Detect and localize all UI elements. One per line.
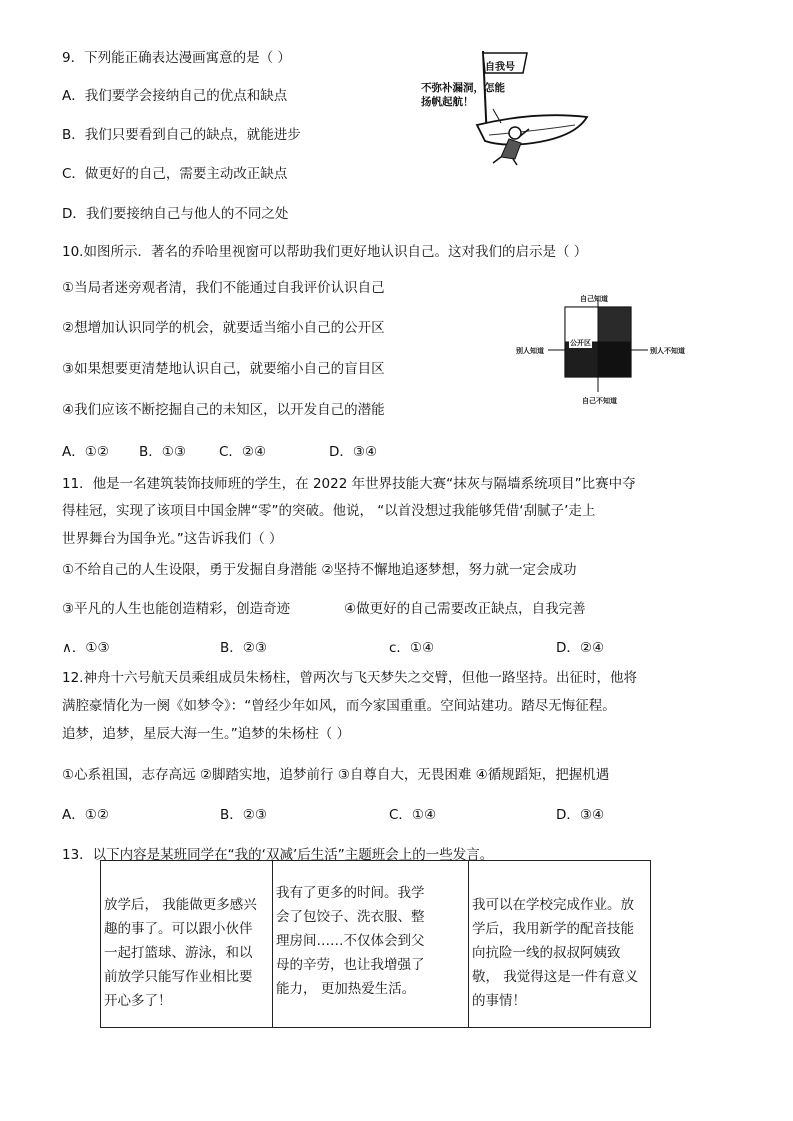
q10-option-a: A．①② xyxy=(62,444,109,460)
q9-option-b: B．我们只要看到自己的缺点，就能进步 xyxy=(62,127,301,143)
table-row xyxy=(101,861,651,1028)
comic-speech-line1: 不弥补漏洞，怎能 xyxy=(421,82,505,94)
johari-window-diagram xyxy=(508,292,708,410)
q11-item-4: ④做更好的自己需要改正缺点，自我完善 xyxy=(344,601,586,617)
q9-option-d: D．我们要接纳自己与他人的不同之处 xyxy=(62,206,289,222)
q11-line-1: 11．他是一名建筑装饰技师班的学生，在 2022 年世界技能大赛“抹灰与隔墙系统项目”比赛中夺 xyxy=(62,476,636,492)
johari-label-others-unknown: 别人不知道 xyxy=(650,347,685,355)
johari-label-open-area: 公开区 xyxy=(570,339,591,347)
q11-option-d: D．②④ xyxy=(556,640,605,656)
q11-line-2: 得桂冠，实现了该项目中国金牌“零”的突破。他说， “以首没想过我能够凭借‘刮腻子’走上 xyxy=(62,503,596,519)
q10-item-3: ③如果想要更清楚地认识自己，就要缩小自己的盲目区 xyxy=(62,361,385,377)
q10-item-1: ①当局者迷旁观者清，我们不能通过自我评价认识自己 xyxy=(62,280,385,296)
q12-line-2: 满腔豪情化为一阕《如梦令》：“曾经少年如风，而今家国重重。空间站建功。踏尽无悔征程。 xyxy=(62,698,616,714)
q11-option-c: c．①④ xyxy=(389,640,435,656)
q13-stem: 13．以下内容是某班同学在“我的‘双减’后生活”主题班会上的一些发言。 xyxy=(62,847,494,863)
q12-option-d: D．③④ xyxy=(556,807,605,823)
q10-option-c: C．②④ xyxy=(219,444,267,460)
q10-option-d: D．③④ xyxy=(329,444,378,460)
q11-item-3: ③平凡的人生也能创造精彩，创造奇迹 xyxy=(62,601,291,617)
q10-option-b: B．①③ xyxy=(139,444,186,460)
q11-items-row-1: ①不给自己的人生设限，勇于发掘自身潜能 ②坚持不懈地追逐梦想，努力就一定会成功 xyxy=(62,562,577,578)
table-cell xyxy=(101,861,273,1028)
q12-option-b: B．②③ xyxy=(220,807,267,823)
q10-stem: 10.如图所示．著名的乔哈里视窗可以帮助我们更好地认识自己。这对我们的启示是（ ） xyxy=(62,244,588,260)
q13-speech-table xyxy=(100,860,651,1028)
q12-line-1: 12.神舟十六号航天员乘组成员朱杨柱，曾两次与飞天梦失之交臂，但他一路坚持。出征时，他将 xyxy=(62,670,637,686)
q12-items: ①心系祖国，志存高远 ②脚踏实地，追梦前行 ③自尊自大，无畏困难 ④循规蹈矩，把握机遇 xyxy=(62,767,610,783)
q12-line-3: 追梦，追梦，星辰大海一生。”追梦的朱杨柱（ ） xyxy=(62,726,351,742)
q9-option-a: A．我们要学会接纳自己的优点和缺点 xyxy=(62,88,288,104)
speech-cell-1: 放学后， 我能做更多感兴 趣的事了。可以跟小伙伴 一起打篮球、游泳，和以 前放学只能写作业相比要 开心多了！ xyxy=(104,897,257,1009)
q12-option-c: C．①④ xyxy=(389,807,437,823)
table-cell xyxy=(273,861,469,1028)
q11-option-b: B．②③ xyxy=(220,640,267,656)
table-cell xyxy=(469,861,651,1028)
q9-comic xyxy=(415,45,595,170)
comic-speech-line2: 扬帆起航！ xyxy=(421,96,474,108)
speech-cell-3: 我可以在学校完成作业。放 学后，我用新学的配音技能 向抗险一线的叔叔阿姨致 敬， 我觉得这是一件有意义 的事情！ xyxy=(472,897,639,1009)
johari-label-self-known: 自己知道 xyxy=(580,295,608,303)
q9-stem: 9．下列能正确表达漫画寓意的是（ ） xyxy=(62,50,291,66)
comic-flag-text: 自我号 xyxy=(485,62,515,73)
q10-item-2: ②想增加认识同学的机会，就要适当缩小自己的公开区 xyxy=(62,320,385,336)
q12-option-a: A．①② xyxy=(62,807,109,823)
q9-option-c: C．做更好的自己，需要主动改正缺点 xyxy=(62,166,288,182)
q10-item-4: ④我们应该不断挖掘自己的未知区，以开发自己的潜能 xyxy=(62,402,385,418)
speech-cell-2: 我有了更多的时间。我学 会了包饺子、洗衣服、整 理房间……不仅体会到父 母的辛劳，也让我增强了 能力， 更加热爱生活。 xyxy=(276,885,425,997)
johari-label-others-known: 别人知道 xyxy=(516,347,544,355)
johari-label-self-unknown: 自己不知道 xyxy=(582,397,617,405)
q11-line-3: 世界舞台为国争光。”这告诉我们（ ） xyxy=(62,531,283,547)
comic-speech xyxy=(421,81,505,109)
q11-option-a: ∧．①③ xyxy=(62,640,110,656)
